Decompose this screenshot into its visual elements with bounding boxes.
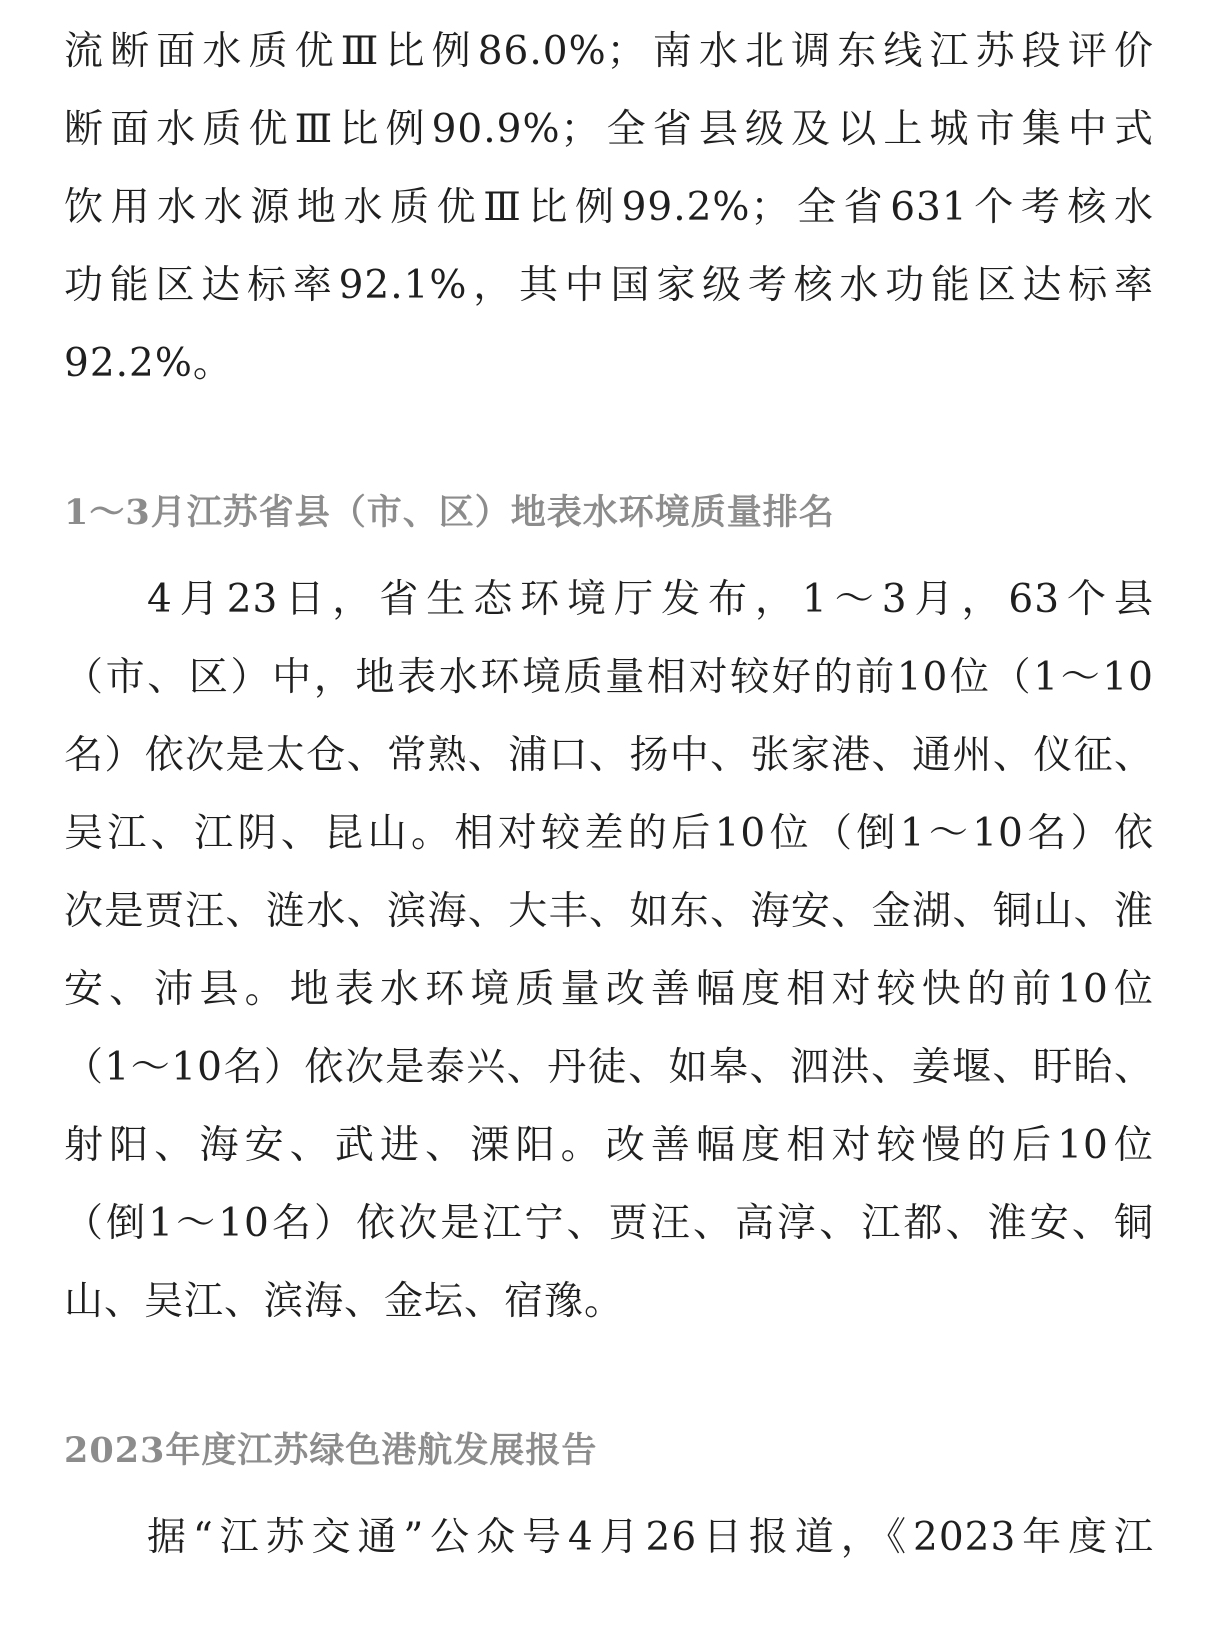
body-text-line: 据“江苏交通”公众号4月26日报道，《2023年度江 <box>147 1515 1154 1560</box>
body-text-line: 断面水质优Ⅲ比例90.9%；全省县级及以上城市集中式 <box>64 107 1154 152</box>
body-text-line: （倒1～10名）依次是江宁、贾汪、高淳、江都、淮安、铜 <box>64 1201 1154 1246</box>
body-text-line: 功能区达标率92.1%，其中国家级考核水功能区达标率 <box>64 263 1154 308</box>
body-text-line: 流断面水质优Ⅲ比例86.0%；南水北调东线江苏段评价 <box>64 29 1154 74</box>
section-heading-ranking: 1～3月江苏省县（市、区）地表水环境质量排名 <box>64 492 835 533</box>
body-text-line: 92.2%。 <box>64 341 233 386</box>
body-text-line: （1～10名）依次是泰兴、丹徒、如皋、泗洪、姜堰、盱眙、 <box>64 1045 1154 1090</box>
section-heading-green-port: 2023年度江苏绿色港航发展报告 <box>64 1430 598 1471</box>
body-text-line: 饮用水水源地水质优Ⅲ比例99.2%；全省631个考核水 <box>64 185 1154 230</box>
body-text-line: 吴江、江阴、昆山。相对较差的后10位（倒1～10名）依 <box>64 811 1154 856</box>
body-text-line: 次是贾汪、涟水、滨海、大丰、如东、海安、金湖、铜山、淮 <box>64 889 1154 934</box>
body-text-line: 射阳、海安、武进、溧阳。改善幅度相对较慢的后10位 <box>64 1123 1154 1168</box>
body-text-line: （市、区）中，地表水环境质量相对较好的前10位（1～10 <box>64 655 1154 700</box>
body-text-line: 4月23日，省生态环境厅发布，1～3月，63个县 <box>147 577 1154 622</box>
body-text-line: 安、沛县。地表水环境质量改善幅度相对较快的前10位 <box>64 967 1154 1012</box>
body-text-line: 山、吴江、滨海、金坛、宿豫。 <box>64 1279 625 1324</box>
body-text-line: 名）依次是太仓、常熟、浦口、扬中、张家港、通州、仪征、 <box>64 733 1154 778</box>
